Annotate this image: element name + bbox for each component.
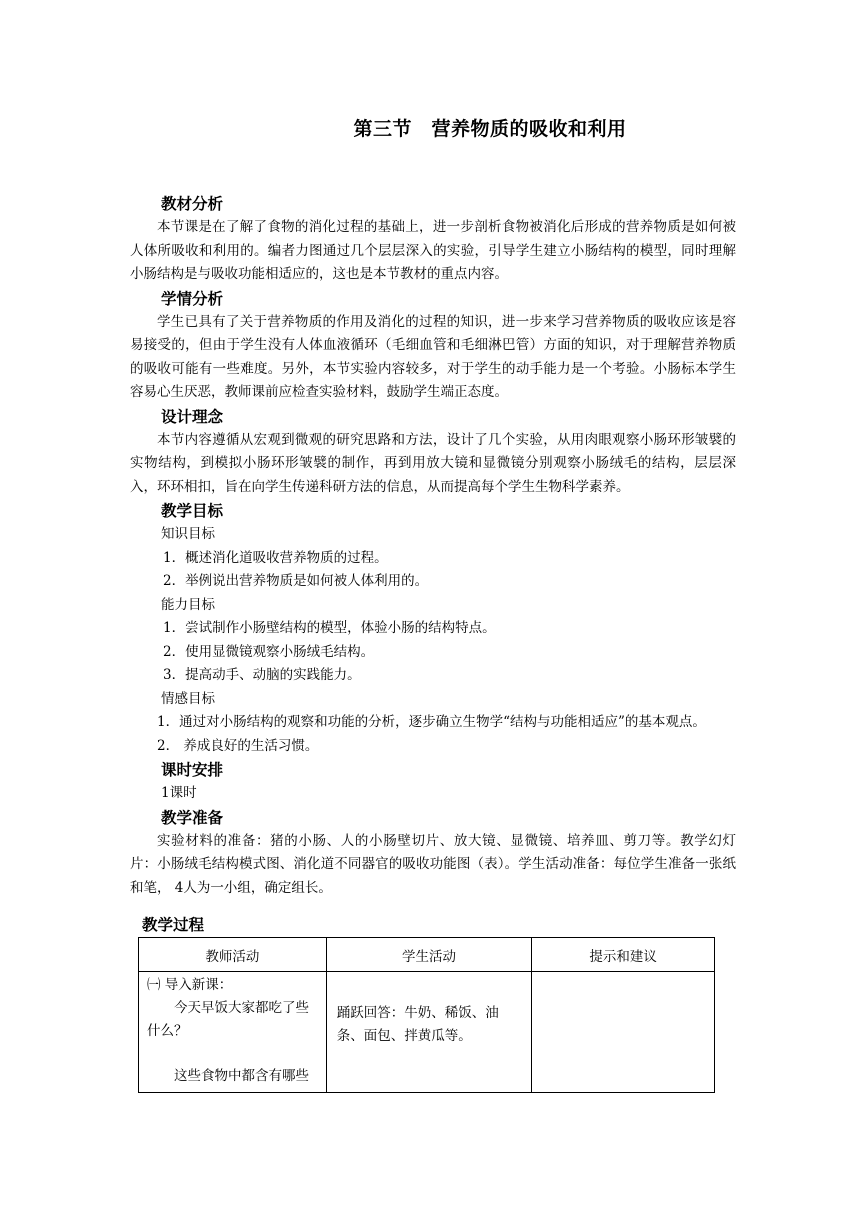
teacher-step-heading: ㈠ 导入新课： [147, 977, 233, 993]
student-activity-cell: 踊跃回答：牛奶、稀饭、油条、面包、拌黄瓜等。 [326, 972, 532, 1093]
section-text-students: 学生已具有了关于营养物质的作用及消化的过程的知识，进一步来学习营养物质的吸收应该是容易接受的，但由于学生没有人体血液循环（毛细血管和毛细淋巴管）方面的知识，对于理解营养物质的吸收可能有一些难度。另外，本节实验内容较多，对于学生的动手能力是一个考验。小肠标本学生容易心生厌恶，教师课前应检查实验材料，鼓励学生端正态度。 [130, 313, 736, 400]
column-header-teacher: 教师活动 [139, 938, 327, 972]
section-text-textbook: 本节课是在了解了食物的消化过程的基础上，进一步剖析食物被消化后形成的营养物质是如何被人体所吸收和利用的。编者力图通过几个层层深入的实验，引导学生建立小肠结构的模型，同时理解小肠结构是与吸收功能相适应的，这也是本节教材的重点内容。 [130, 219, 736, 282]
goal-label-emotion: 情感目标 [161, 690, 215, 707]
hint-cell [532, 972, 715, 1093]
goal-item: 1．尝试制作小肠壁结构的模型，体验小肠的结构特点。 [163, 620, 496, 636]
teacher-question: 今天早饭大家都吃了些什么？ [147, 1000, 309, 1039]
section-text-schedule: 1课时 [161, 785, 197, 801]
column-header-hint: 提示和建议 [532, 938, 715, 972]
goal-item: 3．提高动手、动脑的实践能力。 [163, 667, 361, 683]
goal-label-knowledge: 知识目标 [161, 526, 215, 542]
section-heading-design: 设计理念 [161, 407, 224, 426]
section-heading-students: 学情分析 [161, 289, 224, 308]
lesson-content [130, 192, 736, 900]
section-heading-goals: 教学目标 [161, 502, 224, 520]
goal-item: 2．使用显微镜观察小肠绒毛结构。 [163, 643, 375, 660]
table-header-row [139, 938, 715, 972]
goal-item: 1．通过对小肠结构的观察和功能的分析，逐步确立生物学“结构与功能相适应”的基本观点。 [157, 714, 706, 730]
table-row [139, 972, 715, 1093]
goal-item: 1．概述消化道吸收营养物质的过程。 [163, 549, 388, 566]
section-heading-schedule: 课时安排 [161, 761, 224, 779]
goal-item: 2．举例说出营养物质是如何被人体利用的。 [163, 573, 429, 589]
section-heading-prep: 教学准备 [161, 808, 224, 827]
goal-item: 2． 养成良好的生活习惯。 [157, 737, 319, 754]
process-table [138, 937, 715, 1093]
section-heading-process: 教学过程 [142, 916, 205, 934]
teacher-question: 这些食物中都含有哪些 [174, 1068, 309, 1084]
page-title: 第三节 营养物质的吸收和利用 [353, 118, 627, 140]
goal-label-ability: 能力目标 [161, 596, 215, 613]
section-text-prep: 实验材料的准备：猪的小肠、人的小肠壁切片、放大镜、显微镜、培养皿、剪刀等。教学幻灯片：小肠绒毛结构模式图、消化道不同器官的吸收功能图（表）。学生活动准备：每位学生准备一张纸和笔， 4人为一小组，确定组长。 [130, 832, 736, 896]
teacher-activity-cell [139, 972, 327, 1093]
section-text-design: 本节内容遵循从宏观到微观的研究思路和方法，设计了几个实验，从用肉眼观察小肠环形皱襞的实物结构，到模拟小肠环形皱襞的制作，再到用放大镜和显微镜分别观察小肠绒毛的结构，层层深入，环环相扣，旨在向学生传递科研方法的信息，从而提高每个学生生物科学素养。 [130, 431, 736, 495]
section-heading-textbook: 教材分析 [161, 195, 224, 213]
column-header-student: 学生活动 [326, 938, 532, 972]
